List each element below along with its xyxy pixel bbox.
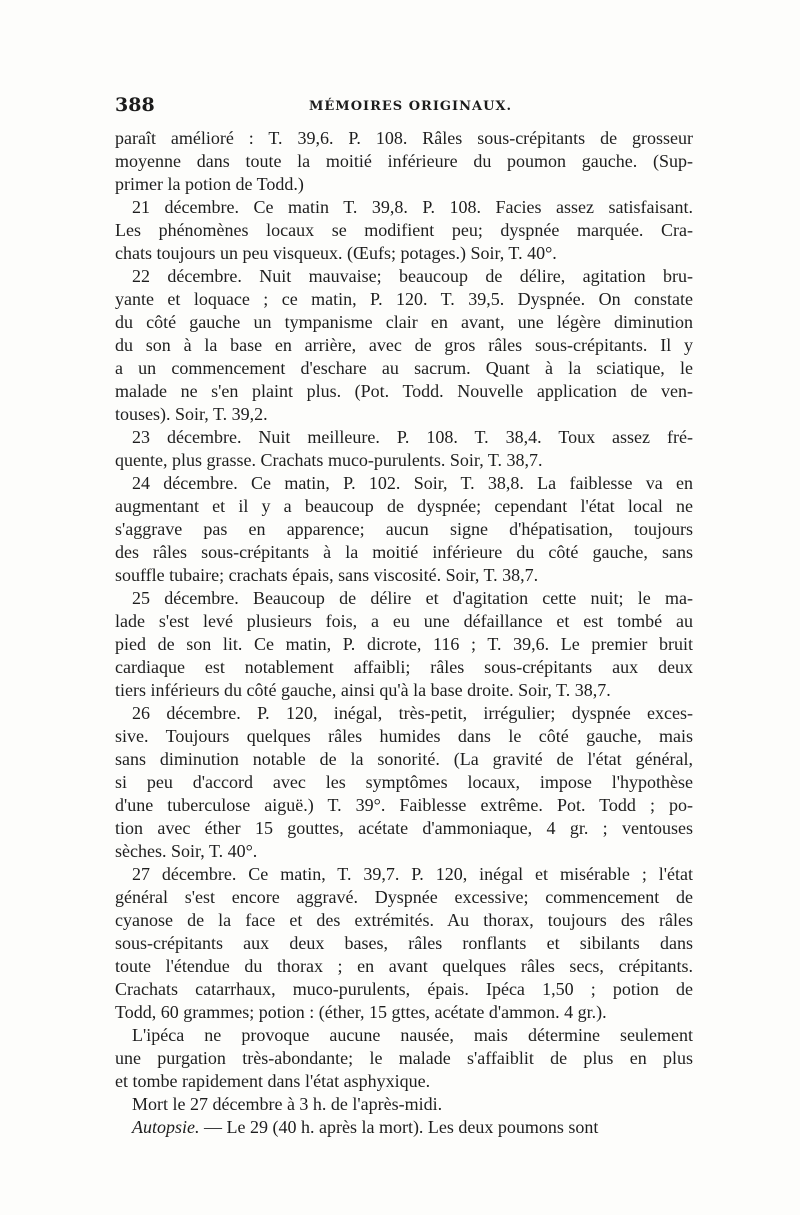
text-line: chats toujours un peu visqueux. (Œufs; potages.) Soir, T. 40°. bbox=[115, 243, 557, 263]
page-header bbox=[115, 94, 693, 124]
text-line: sous-crépitants aux deux bases, râles ronflants et sibilants dans bbox=[115, 933, 693, 953]
text-line: une purgation très-abondante; le malade s'affaiblit de plus en plus bbox=[115, 1048, 693, 1068]
text-line: Mort le 27 décembre à 3 h. de l'après-midi. bbox=[132, 1094, 443, 1114]
text-line: a un commencement d'eschare au sacrum. Quant à la sciatique, le bbox=[115, 358, 693, 378]
text-line: 24 décembre. Ce matin, P. 102. Soir, T. 38,8. La faiblesse va en bbox=[132, 473, 693, 493]
text-line: 22 décembre. Nuit mauvaise; beaucoup de délire, agitation bru- bbox=[132, 266, 693, 286]
text-line: touses). Soir, T. 39,2. bbox=[115, 404, 268, 424]
text-line: du côté gauche un tympanisme clair en avant, une légère diminution bbox=[115, 312, 693, 332]
text-line: primer la potion de Todd.) bbox=[115, 174, 304, 194]
text-line: sèches. Soir, T. 40°. bbox=[115, 841, 258, 861]
text-line: Les phénomènes locaux se modifient peu; dyspnée marquée. Cra- bbox=[115, 220, 693, 240]
text-line: paraît amélioré : T. 39,6. P. 108. Râles sous-crépitants de grosseur bbox=[115, 128, 693, 148]
text-line: tion avec éther 15 gouttes, acétate d'ammoniaque, 4 gr. ; ventouses bbox=[115, 818, 693, 838]
running-head: MÉMOIRES ORIGINAUX. bbox=[309, 99, 513, 114]
text-line: Todd, 60 grammes; potion : (éther, 15 gttes, acétate d'ammon. 4 gr.). bbox=[115, 1002, 607, 1022]
text-line: 21 décembre. Ce matin T. 39,8. P. 108. Facies assez satisfaisant. bbox=[132, 197, 693, 217]
text-line: cyanose de la face et des extrémités. Au thorax, toujours des râles bbox=[115, 910, 693, 930]
text-line: moyenne dans toute la moitié inférieure du poumon gauche. (Sup- bbox=[115, 151, 693, 171]
text-line: malade ne s'en plaint plus. (Pot. Todd. Nouvelle application de ven- bbox=[115, 381, 693, 401]
autopsie-line bbox=[115, 1116, 693, 1139]
text-line: quente, plus grasse. Crachats muco-purulents. Soir, T. 38,7. bbox=[115, 450, 543, 470]
text-line: d'une tuberculose aiguë.) T. 39°. Faiblesse extrême. Pot. Todd ; po- bbox=[115, 795, 693, 815]
text-line: 23 décembre. Nuit meilleure. P. 108. T. 38,4. Toux assez fré- bbox=[132, 427, 693, 447]
text-line: toute l'étendue du thorax ; en avant quelques râles secs, crépitants. bbox=[115, 956, 693, 976]
text-line: s'aggrave pas en apparence; aucun signe d'hépatisation, toujours bbox=[115, 519, 693, 539]
text-line: si peu d'accord avec les symptômes locaux, impose l'hypothèse bbox=[115, 772, 693, 792]
text-line: 26 décembre. P. 120, inégal, très-petit, irrégulier; dyspnée exces- bbox=[132, 703, 693, 723]
text-line: sive. Toujours quelques râles humides dans le côté gauche, mais bbox=[115, 726, 693, 746]
text-line: lade s'est levé plusieurs fois, a eu une défaillance et est tombé au bbox=[115, 611, 693, 631]
text-line: augmentant et il y a beaucoup de dyspnée; cependant l'état local ne bbox=[115, 496, 693, 516]
text-line: 25 décembre. Beaucoup de délire et d'agitation cette nuit; le ma- bbox=[132, 588, 693, 608]
text-line: L'ipéca ne provoque aucune nausée, mais détermine seulement bbox=[132, 1025, 693, 1045]
body-text bbox=[115, 127, 693, 1139]
autopsie-label: Autopsie. bbox=[132, 1117, 200, 1137]
text-line: du son à la base en arrière, avec de gros râles sous-crépitants. Il y bbox=[115, 335, 693, 355]
text-line: Crachats catarrhaux, muco-purulents, épais. Ipéca 1,50 ; potion de bbox=[115, 979, 693, 999]
text-line: souffle tubaire; crachats épais, sans viscosité. Soir, T. 38,7. bbox=[115, 565, 539, 585]
text-line: 27 décembre. Ce matin, T. 39,7. P. 120, inégal et misérable ; l'état bbox=[132, 864, 693, 884]
text-line: et tombe rapidement dans l'état asphyxique. bbox=[115, 1071, 431, 1091]
text-line: tiers inférieurs du côté gauche, ainsi qu'à la base droite. Soir, T. 38,7. bbox=[115, 680, 611, 700]
text-line: cardiaque est notablement affaibli; râles sous-crépitants aux deux bbox=[115, 657, 693, 677]
text-line: général s'est encore aggravé. Dyspnée excessive; commencement de bbox=[115, 887, 693, 907]
text-line: sans diminution notable de la sonorité. (La gravité de l'état général, bbox=[115, 749, 693, 769]
autopsie-text: — Le 29 (40 h. après la mort). Les deux poumons sont bbox=[199, 1117, 599, 1137]
text-line: des râles sous-crépitants à la moitié inférieure du côté gauche, sans bbox=[115, 542, 693, 562]
text-line: pied de son lit. Ce matin, P. dicrote, 116 ; T. 39,6. Le premier bruit bbox=[115, 634, 693, 654]
text-line: yante et loquace ; ce matin, P. 120. T. 39,5. Dyspnée. On constate bbox=[115, 289, 693, 309]
page-number: 388 bbox=[115, 94, 155, 116]
